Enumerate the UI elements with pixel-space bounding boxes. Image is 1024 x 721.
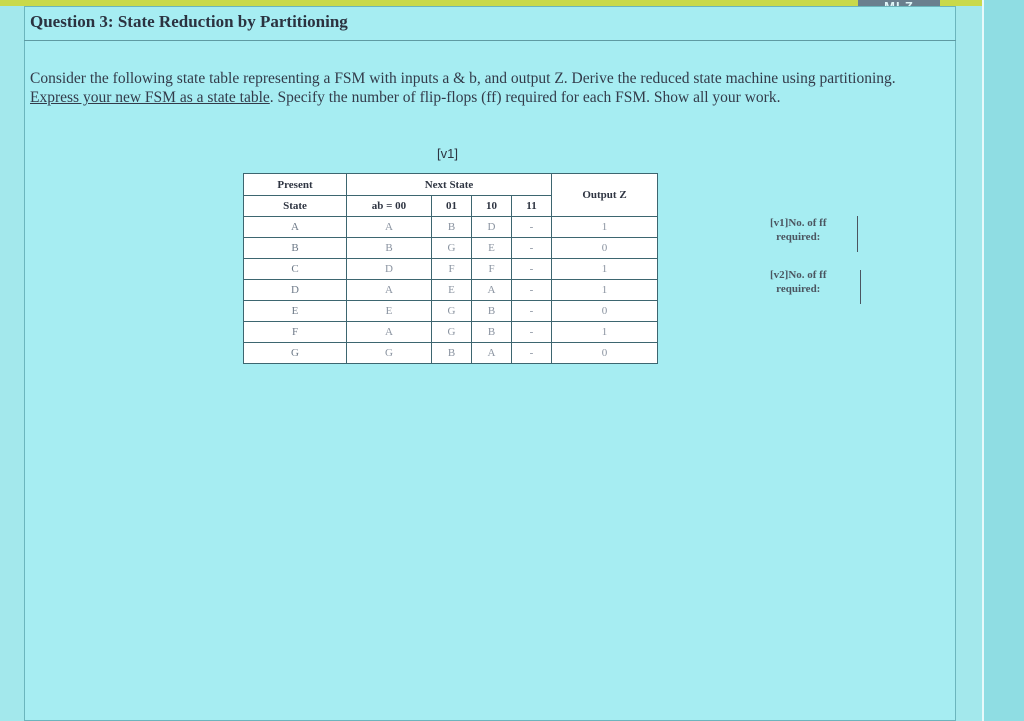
next-state-cell: - [512,259,552,280]
next-state-cell: - [512,280,552,301]
version-tag: [v1] [437,146,458,161]
next-state-cell: G [432,238,472,259]
next-state-cell: F [472,259,512,280]
next-state-cell: A [472,343,512,364]
next-state-cell: B [432,343,472,364]
paragraph-text-1: Consider the following state table representing a FSM with inputs a & b, and output Z. Derive the reduced state machine using partitioning. [30,70,896,87]
state-header: State [244,196,347,217]
next-state-cell: B [472,322,512,343]
next-state-cell: - [512,343,552,364]
table-row [244,343,658,364]
next-state-cell: E [432,280,472,301]
input-col-01: 01 [432,196,472,217]
next-state-cell: - [512,217,552,238]
table-row [244,217,658,238]
output-cell: 1 [552,217,658,238]
output-cell: 1 [552,259,658,280]
v2-answer-box[interactable] [860,270,861,304]
present-state-cell: G [244,343,347,364]
present-state-cell: A [244,217,347,238]
next-state-cell: A [347,322,432,343]
next-state-cell: G [432,301,472,322]
input-col-10: 10 [472,196,512,217]
question-paragraph [30,69,935,107]
next-state-cell: E [472,238,512,259]
present-state-header: Present [244,174,347,196]
table-row [244,238,658,259]
v1-ff-label-line1: [v1]No. of ff [770,217,827,229]
title-divider [24,40,956,41]
v1-ff-label [770,216,827,244]
table-row [244,280,658,301]
next-state-cell: G [432,322,472,343]
present-state-cell: D [244,280,347,301]
next-state-cell: B [432,217,472,238]
next-state-cell: D [347,259,432,280]
output-cell: 0 [552,301,658,322]
next-state-cell: A [347,217,432,238]
present-state-cell: C [244,259,347,280]
next-state-cell: G [347,343,432,364]
paragraph-text-2: . Specify the number of flip-flops (ff) required for each FSM. Show all your work. [269,89,781,106]
present-state-cell: E [244,301,347,322]
table-row [244,322,658,343]
state-table [243,173,658,364]
output-header: Output Z [552,174,658,217]
next-state-cell: D [472,217,512,238]
next-state-cell: - [512,322,552,343]
next-state-cell: F [432,259,472,280]
v1-answer-box[interactable] [857,216,858,252]
output-cell: 0 [552,238,658,259]
next-state-header: Next State [347,174,552,196]
output-cell: 0 [552,343,658,364]
input-col-00: ab = 00 [347,196,432,217]
table-row [244,301,658,322]
right-margin-bar [982,0,1024,721]
next-state-cell: A [347,280,432,301]
output-cell: 1 [552,322,658,343]
next-state-cell: E [347,301,432,322]
input-col-11: 11 [512,196,552,217]
output-cell: 1 [552,280,658,301]
next-state-cell: B [347,238,432,259]
question-title: Question 3: State Reduction by Partitioning [30,12,348,31]
next-state-cell: A [472,280,512,301]
table-row [244,259,658,280]
v2-ff-label [770,268,827,296]
v2-ff-label-line2: required: [776,283,821,295]
next-state-cell: B [472,301,512,322]
next-state-cell: - [512,301,552,322]
state-table-header-row-1 [244,174,658,196]
present-state-cell: B [244,238,347,259]
present-state-cell: F [244,322,347,343]
paragraph-underlined-text: Express your new FSM as a state table [30,89,270,106]
v1-ff-label-line2: required: [776,231,821,243]
v2-ff-label-line1: [v2]No. of ff [770,269,827,281]
next-state-cell: - [512,238,552,259]
